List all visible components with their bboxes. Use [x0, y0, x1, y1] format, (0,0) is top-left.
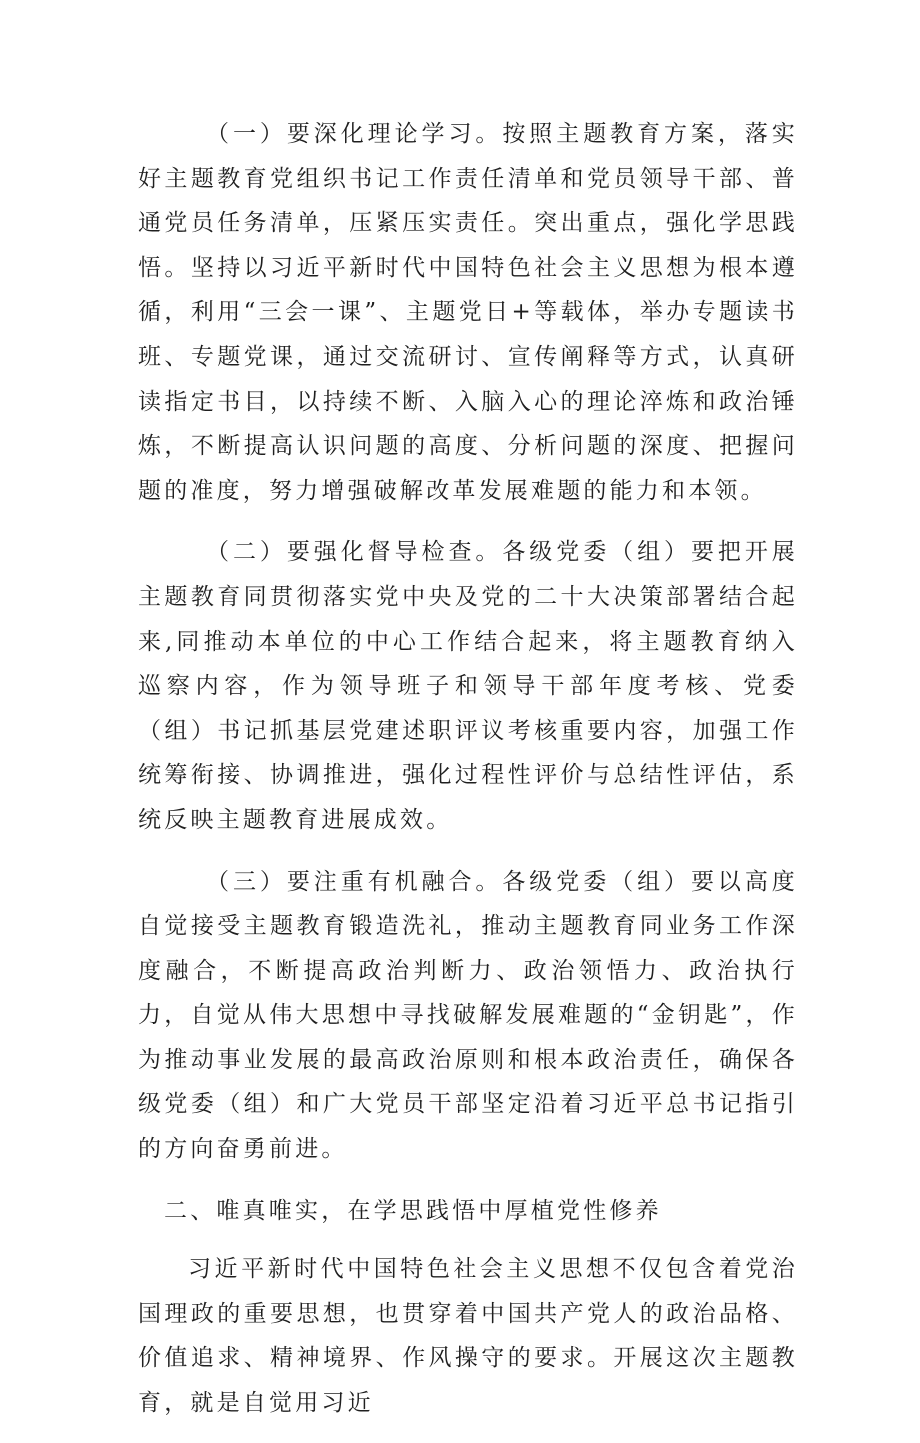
paragraph-integration: （三）要注重有机融合。各级党委（组）要以高度自觉接受主题教育锻造洗礼，推动主题教育同业务工作深度融合，不断提高政治判断力、政治领悟力、政治执行力，自觉从伟大思想中寻找破解发展难题的“金钥匙”，作为推动事业发展的最高政治原则和根本政治责任，确保各级党委（组）和广大党员干部坚定沿着习近平总书记指引的方向奋勇前进。: [138, 868, 798, 1163]
paragraph-theory-study: （一）要深化理论学习。按照主题教育方案，落实好主题教育党组织书记工作责任清单和党员领导干部、普通党员任务清单，压紧压实责任。突出重点，强化学思践悟。坚持以习近平新时代中国特色社会主义思想为根本遵循，利用“三会一课”、主题党日+等载体，举办专题读书班、专题党课，通过交流研讨、宣传阐释等方式，认真研读指定书目，以持续不断、入脑入心的理论淬炼和政治锤炼，不断提高认识问题的高度、分析问题的深度、把握问题的准度，努力增强破解改革发展难题的能力和本领。: [138, 121, 798, 504]
section-heading: 二、唯真唯实，在学思践悟中厚植党性修养: [164, 1197, 662, 1224]
document-body: [138, 112, 798, 1443]
paragraph-supervision: （二）要强化督导检查。各级党委（组）要把开展主题教育同贯彻落实党中央及党的二十大决策部署结合起来,同推动本单位的中心工作结合起来，将主题教育纳入巡察内容，作为领导班子和领导干部年度考核、党委（组）书记抓基层党建述职评议考核重要内容，加强工作统筹衔接、协调推进，强化过程性评价与总结性评估，系统反映主题教育进展成效。: [138, 539, 798, 833]
paragraph-intro: 习近平新时代中国特色社会主义思想不仅包含着党治国理政的重要思想，也贯穿着中国共产党人的政治品格、价值追求、精神境界、作风操守的要求。开展这次主题教育，就是自觉用习近: [138, 1256, 798, 1417]
